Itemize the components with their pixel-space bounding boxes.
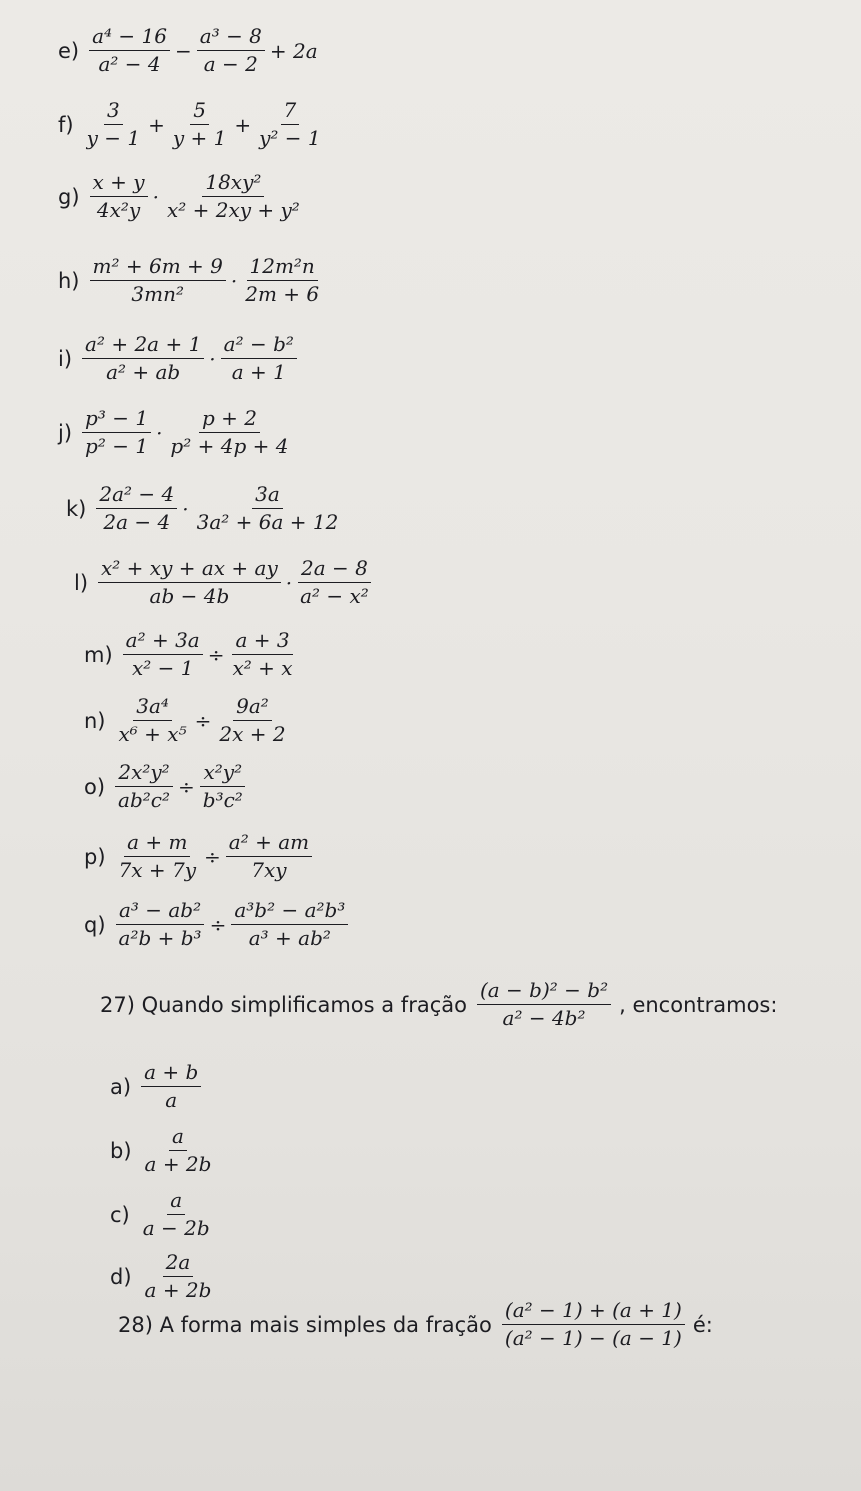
fraction [256, 100, 324, 149]
operator: · [230, 268, 238, 293]
operator: ÷ [209, 912, 227, 937]
fraction-numerator: a³ − ab² [116, 900, 204, 925]
fraction [123, 630, 203, 679]
option-a [110, 1062, 201, 1111]
fraction-numerator: 12m²n [247, 256, 318, 281]
fraction-denominator: a [165, 1088, 178, 1112]
fraction-numerator: a² + 3a [123, 630, 203, 655]
fraction-numerator: x + y [90, 172, 148, 197]
fraction-numerator: a [167, 1190, 185, 1215]
fraction [167, 408, 291, 457]
option-fraction [142, 1252, 215, 1301]
exercise-item [66, 484, 341, 533]
exercise-item [84, 696, 289, 745]
fraction [82, 408, 151, 457]
fraction-denominator: y² − 1 [259, 126, 321, 150]
fraction-numerator: a⁴ − 16 [89, 26, 170, 51]
question-27-suffix: , encontramos: [619, 992, 778, 1017]
fraction-denominator: a − 2 [203, 52, 258, 76]
fraction [116, 832, 200, 881]
operator: + 2a [269, 38, 318, 63]
fraction-numerator: a² − b² [221, 334, 297, 359]
exercise-label: o) [84, 774, 106, 799]
operator: ÷ [194, 708, 212, 733]
fraction-denominator: 3mn² [131, 282, 184, 306]
fraction-denominator: x² + x [232, 656, 293, 680]
fraction [221, 334, 297, 383]
fraction-numerator: 3 [104, 100, 123, 125]
fraction-denominator: 7xy [251, 858, 287, 882]
question-28-text: 28) A forma mais simples da fração [118, 1312, 492, 1337]
fraction [116, 900, 205, 949]
exercise-item [58, 26, 323, 75]
fraction-denominator: a² + ab [106, 360, 181, 384]
operator: · [209, 346, 216, 371]
operator: · [152, 184, 159, 209]
fraction-denominator: 7x + 7y [118, 858, 197, 882]
exercise-label: g) [58, 184, 80, 209]
exercise-item [58, 334, 297, 383]
fraction [226, 832, 312, 881]
fraction-denominator: x⁶ + x⁵ [118, 722, 187, 746]
fraction-denominator: a³ + ab² [248, 926, 331, 950]
fraction [200, 762, 246, 811]
fraction [84, 100, 144, 149]
fraction-numerator: a³ − 8 [197, 26, 265, 51]
fraction-numerator: (a − b)² − b² [477, 980, 611, 1005]
fraction-numerator: p³ − 1 [82, 408, 151, 433]
exercise-label: l) [74, 570, 89, 595]
fraction-numerator: 3a⁴ [133, 696, 172, 721]
fraction [229, 630, 295, 679]
fraction-denominator: a − 2b [142, 1216, 210, 1240]
fraction-denominator: ab − 4b [149, 584, 230, 608]
fraction-denominator: b³c² [202, 788, 243, 812]
fraction-denominator: (a² − 1) − (a − 1) [504, 1326, 682, 1350]
operator: − [175, 38, 192, 63]
fraction [115, 762, 173, 811]
fraction-denominator: 2a − 4 [103, 510, 171, 534]
fraction-denominator: 4x²y [96, 198, 141, 222]
fraction-numerator: x² + xy + ax + ay [98, 558, 281, 583]
fraction [194, 484, 342, 533]
option-c [110, 1190, 213, 1239]
fraction-denominator: x² − 1 [131, 656, 194, 680]
operator: + [234, 112, 252, 137]
question-27 [100, 980, 777, 1029]
option-label: d) [110, 1264, 132, 1289]
fraction [90, 172, 148, 221]
option-fraction [142, 1126, 215, 1175]
question-27-fraction [477, 980, 611, 1029]
exercise-item [84, 762, 246, 811]
exercise-item [84, 630, 296, 679]
fraction-denominator: a² − 4b² [502, 1006, 586, 1030]
exercise-label: j) [58, 420, 73, 445]
exercise-label: q) [84, 912, 106, 937]
option-d [110, 1252, 214, 1301]
fraction-numerator: a + m [124, 832, 190, 857]
fraction-denominator: p² + 4p + 4 [170, 434, 289, 458]
exercise-item [58, 172, 303, 221]
fraction [242, 256, 322, 305]
exercise-label: f) [58, 112, 74, 137]
exercise-item [58, 100, 324, 149]
fraction [89, 26, 170, 75]
fraction-denominator: a² − 4 [98, 52, 161, 76]
fraction-numerator: p + 2 [199, 408, 260, 433]
fraction-numerator: 5 [190, 100, 209, 125]
operator: ÷ [204, 844, 221, 869]
option-label: a) [110, 1074, 132, 1099]
question-28-fraction [502, 1300, 685, 1349]
fraction-numerator: 18xy² [202, 172, 264, 197]
fraction-numerator: 2a [163, 1252, 194, 1277]
fraction-denominator: y − 1 [86, 126, 141, 150]
fraction-numerator: a [169, 1126, 187, 1151]
fraction [96, 484, 177, 533]
fraction-numerator: 3a [252, 484, 283, 509]
exercise-label: m) [84, 642, 113, 667]
exercise-item [58, 256, 322, 305]
fraction-denominator: 3a² + 6a + 12 [196, 510, 339, 534]
fraction-denominator: a + 2b [144, 1278, 212, 1302]
exercise-label: k) [66, 496, 87, 521]
fraction-numerator: m² + 6m + 9 [90, 256, 226, 281]
exercise-item [84, 900, 348, 949]
fraction-denominator: y + 1 [172, 126, 227, 150]
fraction-numerator: 9a² [233, 696, 272, 721]
fraction-denominator: 2x + 2 [219, 722, 286, 746]
fraction-denominator: a + 1 [231, 360, 286, 384]
fraction-denominator: x² + 2xy + y² [166, 198, 300, 222]
exercise-item [58, 408, 291, 457]
fraction-numerator: a + b [141, 1062, 201, 1087]
fraction [216, 696, 288, 745]
fraction [231, 900, 348, 949]
fraction-numerator: a + 3 [232, 630, 292, 655]
question-28-suffix: é: [692, 1312, 713, 1337]
fraction-denominator: a² − x² [300, 584, 369, 608]
operator: · [285, 570, 293, 595]
fraction [197, 26, 265, 75]
exercise-item [84, 832, 312, 881]
exercise-label: n) [84, 708, 106, 733]
fraction [116, 696, 190, 745]
fraction-denominator: a + 2b [144, 1152, 212, 1176]
fraction-numerator: x²y² [200, 762, 245, 787]
fraction [90, 256, 226, 305]
fraction-denominator: a²b + b³ [118, 926, 202, 950]
fraction-denominator: ab²c² [118, 788, 171, 812]
option-label: c) [110, 1202, 130, 1227]
fraction-numerator: a² + am [226, 832, 312, 857]
option-fraction [140, 1190, 213, 1239]
fraction-numerator: 2x²y² [115, 762, 172, 787]
exercise-label: e) [58, 38, 80, 63]
exercise-label: p) [84, 844, 106, 869]
option-label: b) [110, 1138, 132, 1163]
operator: · [156, 420, 163, 445]
fraction-denominator: 2m + 6 [245, 282, 320, 306]
fraction-numerator: 7 [281, 100, 300, 125]
question-28 [118, 1300, 713, 1349]
exercise-label: i) [58, 346, 73, 371]
option-fraction [141, 1062, 201, 1111]
fraction-denominator: p² − 1 [85, 434, 149, 458]
question-27-text: 27) Quando simplificamos a fração [100, 992, 467, 1017]
fraction-numerator: a² + 2a + 1 [82, 334, 204, 359]
fraction-numerator: a³b² − a²b³ [231, 900, 348, 925]
fraction-numerator: (a² − 1) + (a + 1) [502, 1300, 685, 1325]
fraction-numerator: 2a² − 4 [96, 484, 177, 509]
option-b [110, 1126, 214, 1175]
fraction [164, 172, 303, 221]
operator: ÷ [207, 642, 225, 667]
fraction [82, 334, 204, 383]
operator: + [148, 112, 165, 137]
fraction [297, 558, 372, 607]
exercise-label: h) [58, 268, 80, 293]
operator: ÷ [178, 774, 195, 799]
exercise-item [74, 558, 372, 607]
operator: · [182, 496, 189, 521]
fraction-numerator: 2a − 8 [298, 558, 371, 583]
fraction [98, 558, 281, 607]
fraction [170, 100, 230, 149]
